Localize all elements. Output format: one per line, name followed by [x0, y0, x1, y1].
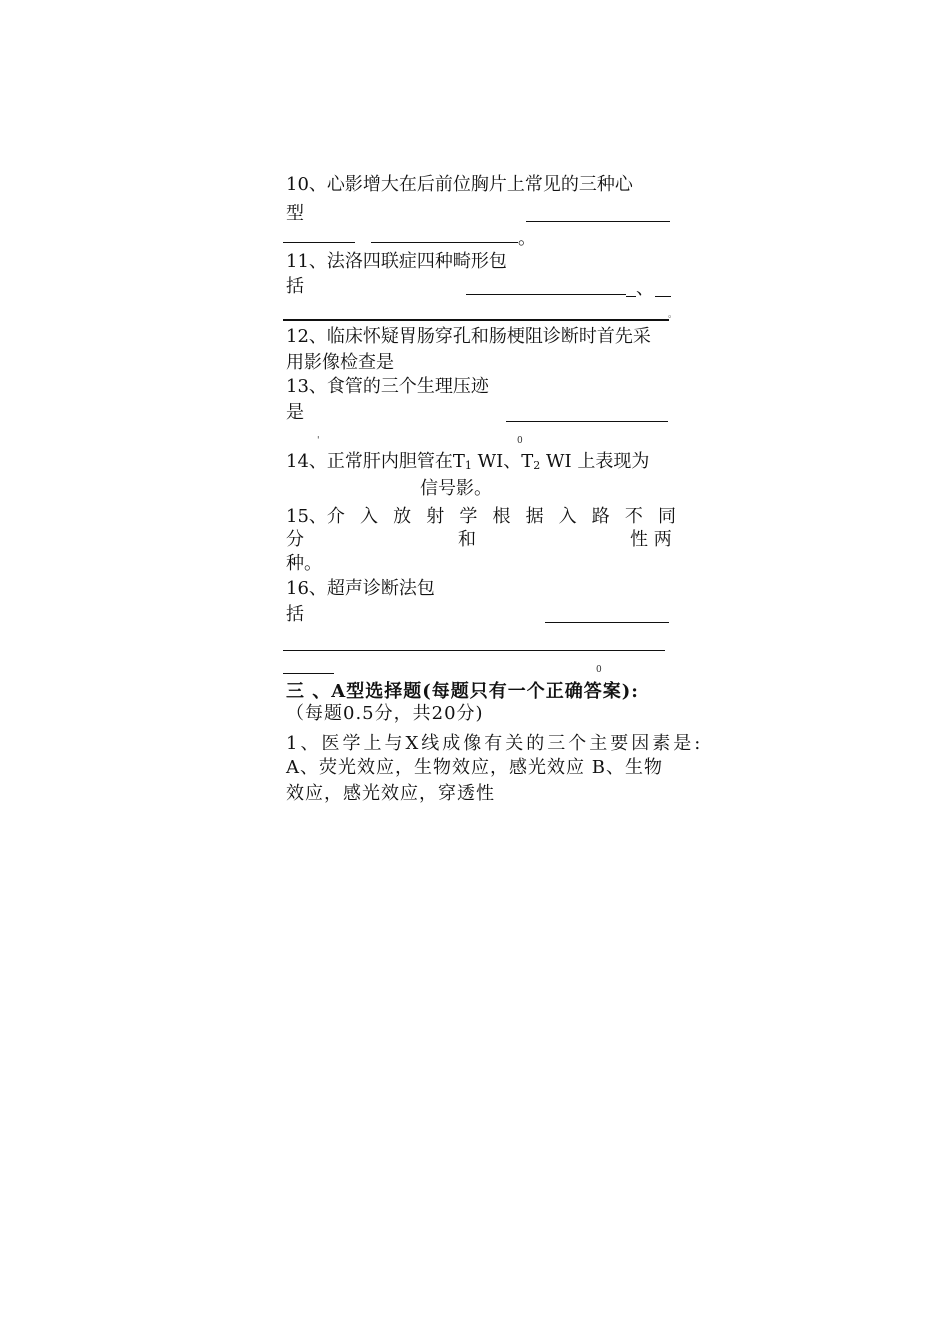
- q11-line2: 括: [286, 276, 304, 297]
- section-title: 三 、A型选择题(每题只有一个正确答案):: [286, 681, 639, 702]
- q13-mark: ': [317, 436, 320, 446]
- blank-line: [506, 421, 668, 422]
- q15-xing: 性 两: [630, 529, 672, 550]
- blank-line: [545, 622, 669, 623]
- mc1-option-b: 效应，感光效应，穿透性: [286, 783, 495, 804]
- q13-end-mark: 0: [517, 436, 523, 446]
- mc1-question: 1、医学上与X线成像有关的三个主要因素是:: [286, 733, 704, 754]
- q10-line1: 10、心影增大在后前位胸片上常见的三种心: [286, 174, 633, 195]
- q11-line1: 11、法洛四联症四种畸形包: [286, 251, 507, 272]
- section-subtitle: （每题0.5分，共20分): [286, 703, 484, 724]
- q12-line1: 12、临床怀疑胃肠穿孔和肠梗阻诊断时首先采: [286, 326, 651, 347]
- q16-end-mark: 0: [596, 665, 602, 675]
- q15-line3: 种。: [286, 553, 322, 574]
- q12-line2: 用影像检查是: [286, 352, 394, 373]
- blank-line: [626, 296, 636, 297]
- blank-line: [283, 242, 355, 243]
- q10-line2: 型: [286, 203, 304, 224]
- q16-line2: 括: [286, 604, 304, 625]
- q10-end-mark: 。: [518, 228, 536, 249]
- q11-separator: 、: [636, 278, 654, 299]
- blank-line: [466, 294, 626, 295]
- q14-line1: 14、正常肝内胆管在$T_1$ WI、$T_2$ WI 上表现为: [286, 451, 650, 472]
- q15-line1: 15、介 入 放 射 学 根 据 入 路 不 同: [286, 506, 676, 527]
- q16-line1: 16、超声诊断法包: [286, 578, 435, 599]
- blank-line: [526, 221, 670, 222]
- blank-line: [371, 242, 518, 243]
- blank-line: [655, 296, 671, 297]
- q15-he: 和: [458, 529, 476, 550]
- q11-end-mark: 。: [668, 310, 678, 320]
- blank-line: [283, 673, 334, 674]
- q13-line2: 是: [286, 402, 304, 423]
- q15-fen: 分: [286, 529, 304, 550]
- q13-line1: 13、食管的三个生理压迹: [286, 376, 489, 397]
- q14-line2: 信号影。: [420, 478, 492, 499]
- blank-line: [283, 319, 669, 321]
- blank-line: [283, 650, 665, 651]
- mc1-option-a: A、荧光效应，生物效应，感光效应 B、生物: [286, 757, 663, 778]
